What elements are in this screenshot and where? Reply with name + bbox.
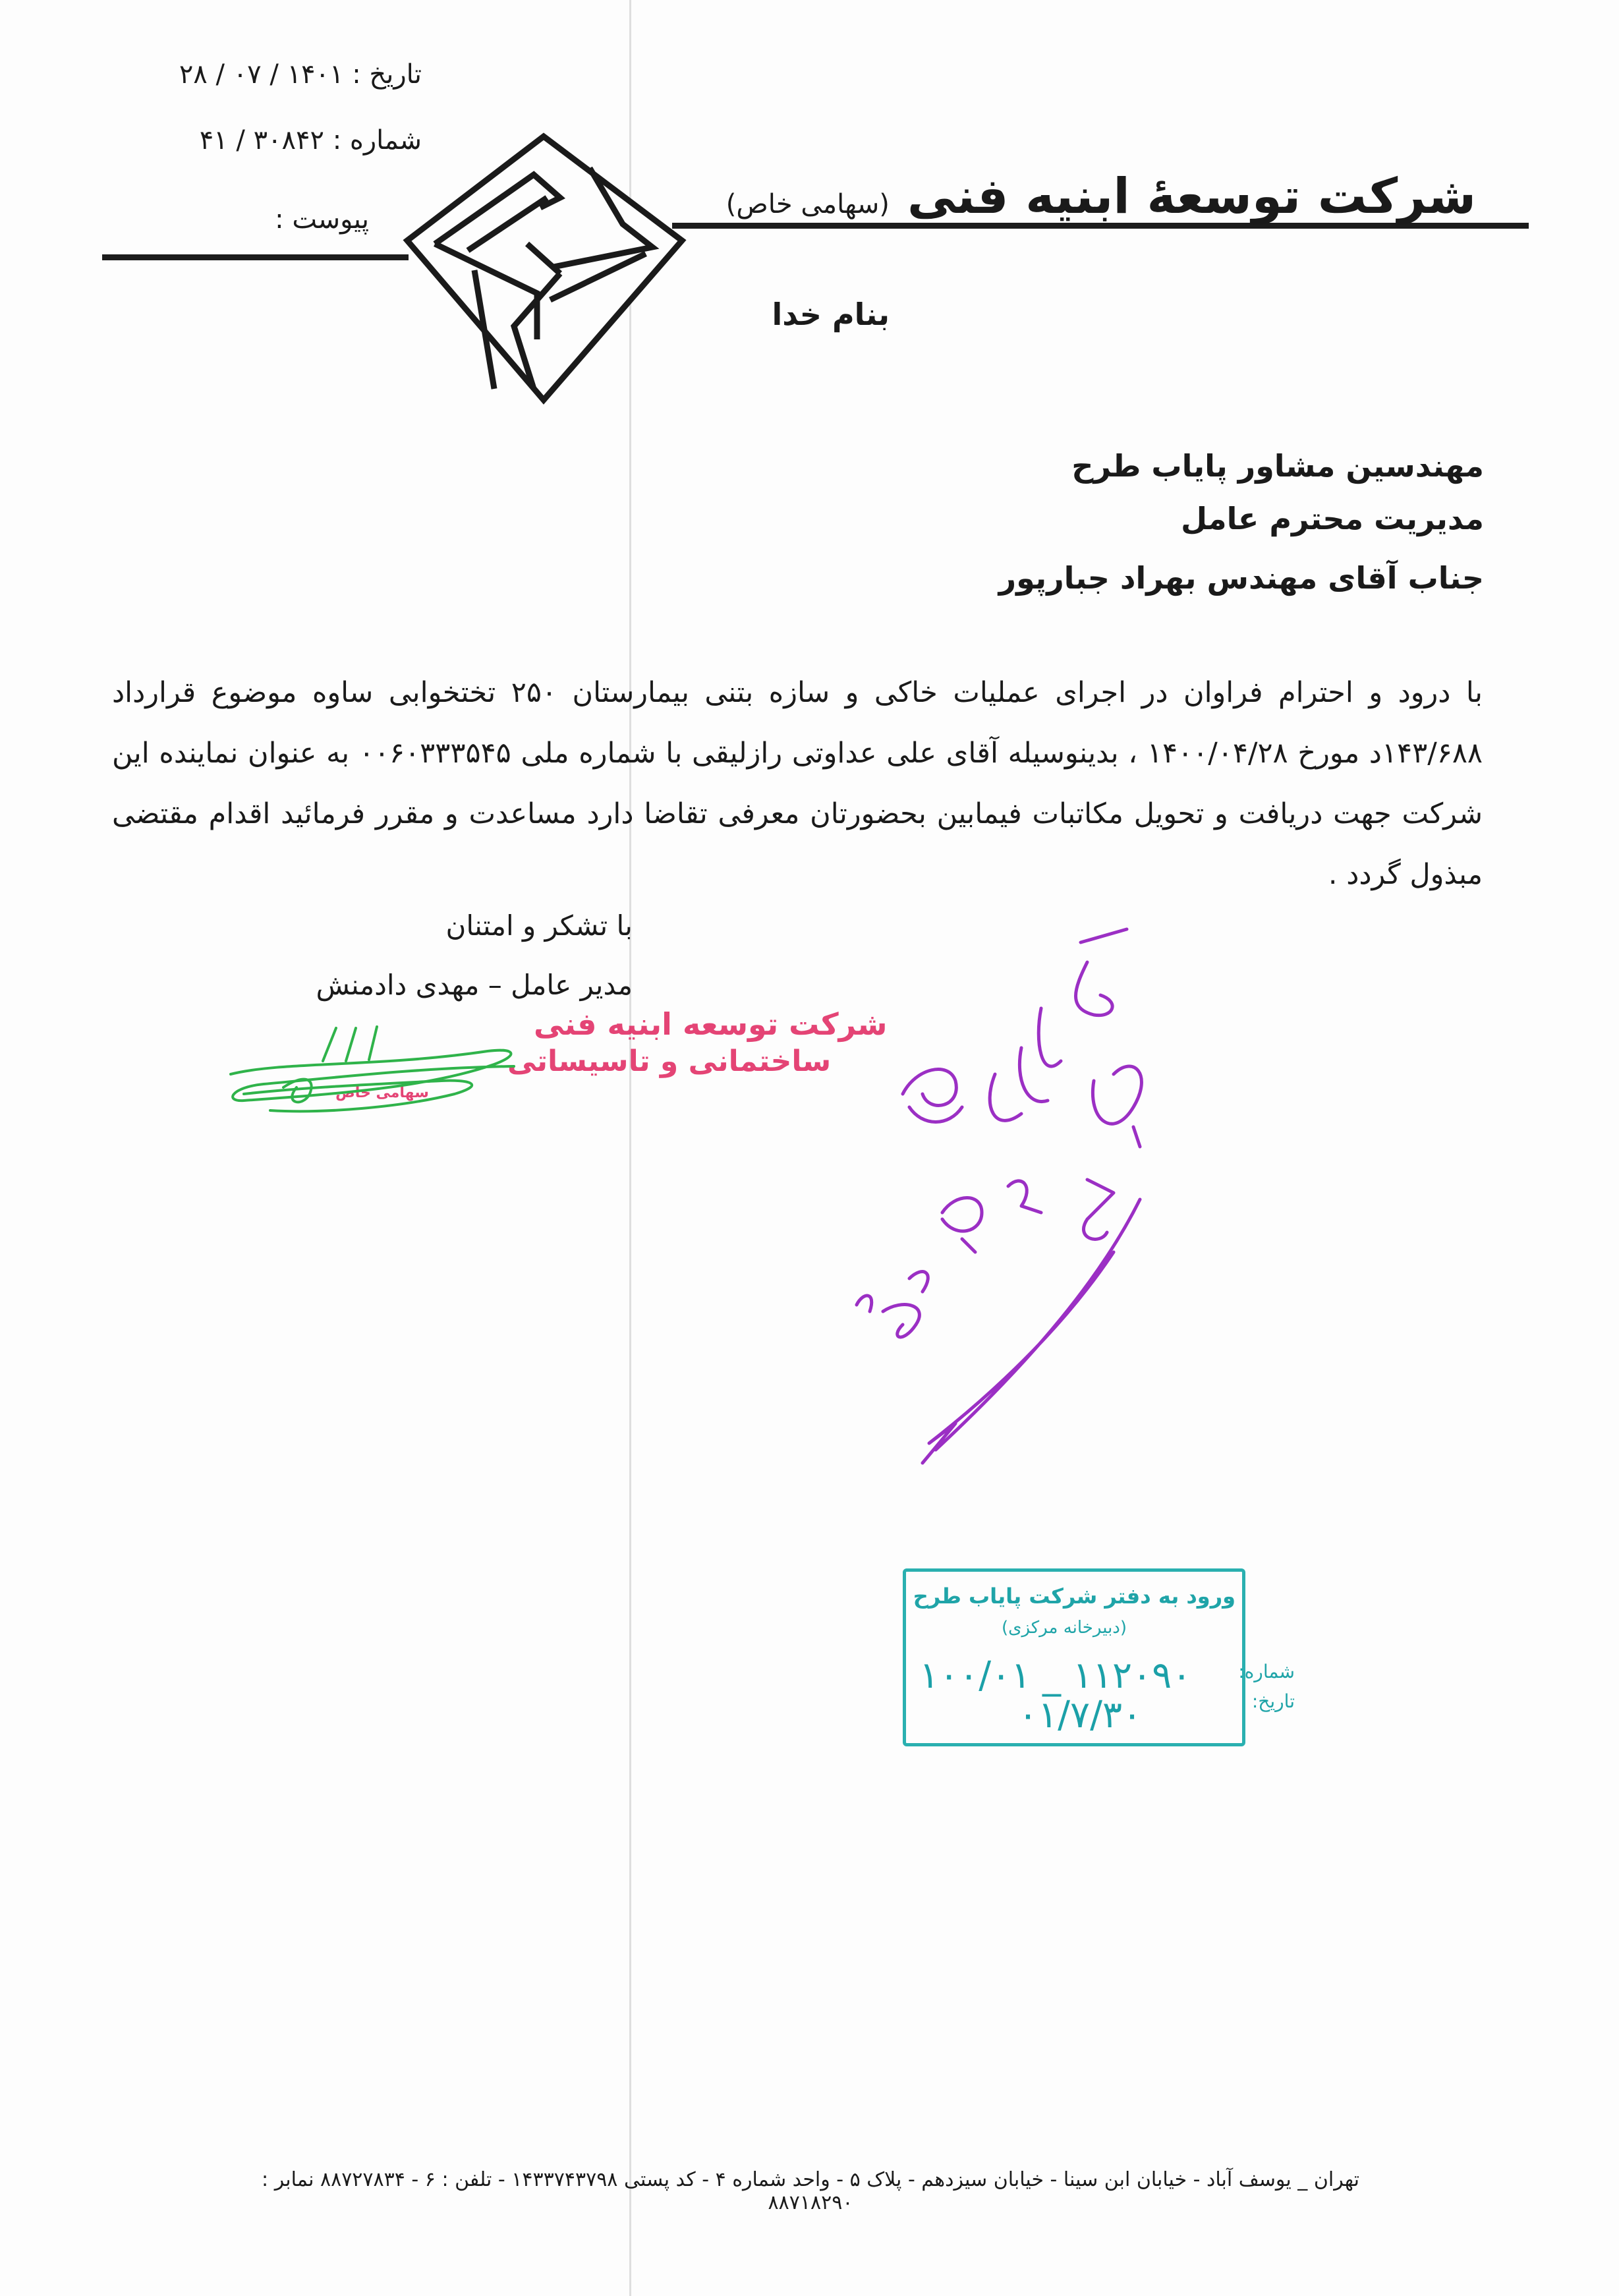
incoming-stamp-date-label: تاریخ:	[1251, 1690, 1295, 1712]
letter-body: با درود و احترام فراوان در اجرای عملیات خاکی و سازه بتنی بیمارستان ۲۵۰ تختخوابی ساوه موضوع قرارداد ۱۴۳/۶۸۸د مورخ ۱۴۰۰/۰۴/۲۸ ، بدینوسیله آقای علی عداوتی رازلیقی با شماره ملی ۰۰۶۰۳۳۳۵۴۵ به عنوان نماینده این شرکت جهت دریافت و تحویل مکاتبات فیمابین بحضورتان معرفی تقاضا دارد مساعدت و مقرر فرمائید اقدام مقتضی مبذول گردد .	[112, 676, 1483, 891]
recipient-line-3: جناب آقای مهندس بهراد جبارپور	[998, 560, 1484, 596]
company-stamp-and-signature	[204, 989, 888, 1147]
company-header	[685, 168, 1476, 225]
company-type: (سهامی خاص)	[725, 189, 890, 219]
svg-text:شرکت توسعه ابنیه فنی: شرکت توسعه ابنیه فنی	[534, 1006, 888, 1042]
company-name: شرکت توسعۀ ابنیه فنی	[907, 168, 1476, 225]
header-rule-left	[102, 254, 409, 260]
closing-line: با تشکر و امتنان	[445, 909, 633, 942]
incoming-registration-stamp	[903, 1568, 1295, 1746]
recipient-line-2: مدیریت محترم عامل	[1181, 501, 1484, 536]
signer-line: مدیر عامل – مهدی دادمنش	[316, 969, 633, 1001]
incoming-stamp-date-value: ۰۱/۷/۳۰	[1018, 1694, 1143, 1736]
svg-text:سهامی خاص: سهامی خاص	[335, 1085, 429, 1101]
letter-date: تاریخ : ۱۴۰۱ / ۰۷ / ۲۸	[179, 59, 422, 90]
recipient-line-1: مهندسین مشاور پایاب طرح	[1071, 448, 1484, 484]
incoming-stamp-number-label: شماره:	[1238, 1661, 1295, 1682]
incoming-stamp-title: ورود به دفتر شرکت پایاب طرح	[913, 1584, 1236, 1609]
basmala: بنام خدا	[772, 297, 890, 332]
handwritten-note	[824, 909, 1193, 1463]
letter-number: شماره : ۳۰۸۴۲ / ۴۱	[199, 125, 422, 156]
footer-address: تهران _ یوسف آباد - خیابان ابن سینا - خیابان سیزدهم - پلاک ۵ - واحد شماره ۴ - کد پستی ۱۴۳۳۷۴۳۷۹۸ - تلفن : ۶ - ۸۸۷۲۷۸۳۴ نمابر : ۸۸۷۱۸۲۹۰	[262, 2168, 1359, 2214]
svg-text:ساختمانی و تاسیساتی: ساختمانی و تاسیساتی	[507, 1045, 832, 1078]
incoming-stamp-number-value: ۱۰۰/۰۱ _ ۱۱۲۰۹۰	[919, 1654, 1192, 1697]
company-logo-icon	[395, 129, 692, 412]
letter-attachment: پیوست :	[275, 204, 369, 235]
incoming-stamp-subtitle: (دبیرخانه مرکزی)	[1001, 1618, 1127, 1638]
